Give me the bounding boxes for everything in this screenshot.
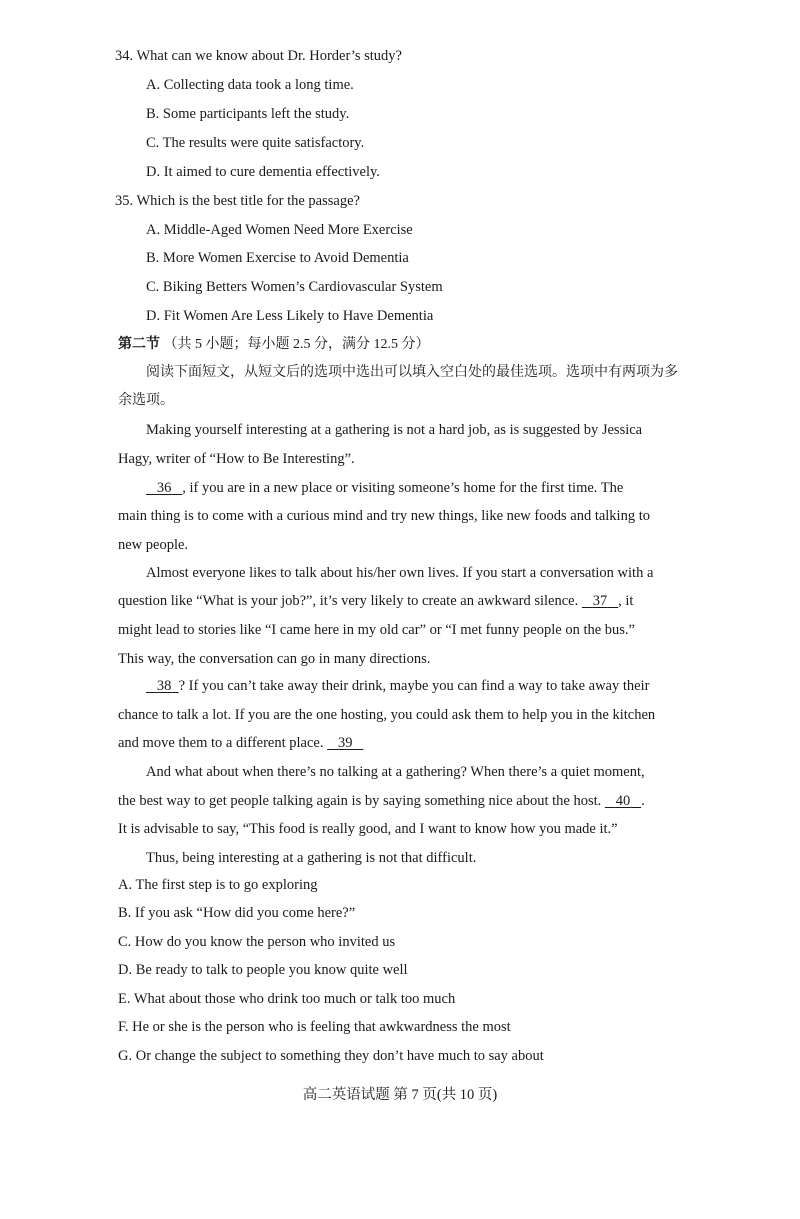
passage-p2-line1: 36 , if you are in a new place or visiting someone’s home for the first time. The: [146, 479, 623, 497]
passage-p3-line1: Almost everyone likes to talk about his/her own lives. If you start a conversation with a: [146, 565, 654, 581]
page-footer: 高二英语试题 第 7 页(共 10 页): [302, 1087, 498, 1103]
passage-p6: Thus, being interesting at a gathering is not that difficult.: [146, 850, 477, 866]
passage-p5-line1: And what about when there’s no talking at a gathering? When there’s a quiet moment,: [146, 764, 645, 780]
passage-p4-line2: chance to talk a lot. If you are the one hosting, you could ask them to help you in the kitchen: [118, 707, 656, 723]
question-34-option-b: B. Some participants left the study.: [146, 106, 350, 122]
choice-c: C. How do you know the person who invited us: [118, 934, 396, 950]
section-heading: [118, 335, 430, 354]
blank-38: 38: [156, 678, 172, 694]
section-instruction-line2: 余选项。: [118, 393, 174, 408]
passage-p3-line4: This way, the conversation can go in many directions.: [118, 651, 431, 667]
choice-a: A. The first step is to go exploring: [118, 877, 318, 893]
blank-40: 40: [615, 793, 631, 809]
blank-37: 37: [592, 593, 608, 609]
question-35-option-a: A. Middle-Aged Women Need More Exercise: [146, 222, 413, 238]
section-title: 第二节: [118, 336, 160, 352]
section-scoring: （共 5 小题；每小题 2.5 分，满分 12.5 分）: [163, 337, 430, 352]
passage-p5-line2: the best way to get people talking again is by saying something nice about the host. 40 .: [118, 793, 645, 809]
section-instruction-line1: 阅读下面短文，从短文后的选项中选出可以填入空白处的最佳选项。选项中有两项为多: [146, 365, 678, 380]
choice-g: G. Or change the subject to something they don’t have much to say about: [118, 1048, 544, 1064]
passage-p4-line3: and move them to a different place. 39: [118, 734, 363, 752]
passage-p3-line2: question like “What is your job?”, it’s very likely to create an awkward silence. 37 , it: [118, 593, 634, 609]
passage-p2-line3: new people.: [118, 537, 189, 553]
question-34-stem: 34. What can we know about Dr. Horder’s study?: [115, 48, 402, 64]
passage-p1-line1: Making yourself interesting at a gathering is not a hard job, as is suggested by Jessica: [146, 422, 643, 438]
question-35-stem: 35. Which is the best title for the passage?: [115, 193, 360, 209]
question-35-option-b: B. More Women Exercise to Avoid Dementia: [146, 250, 409, 266]
choice-b: B. If you ask “How did you come here?”: [118, 905, 356, 921]
choice-f: F. He or she is the person who is feeling that awkwardness the most: [118, 1019, 511, 1035]
question-34-option-a: A. Collecting data took a long time.: [146, 77, 354, 93]
passage-p2-line2: main thing is to come with a curious mind and try new things, like new foods and talking to: [118, 508, 650, 524]
choice-e: E. What about those who drink too much or talk too much: [118, 991, 456, 1007]
question-35-option-c: C. Biking Betters Women’s Cardiovascular System: [146, 279, 443, 295]
choice-d: D. Be ready to talk to people you know quite well: [118, 962, 408, 978]
question-34-option-d: D. It aimed to cure dementia effectively.: [146, 164, 380, 180]
passage-p4-line1: 38 ? If you can’t take away their drink, maybe you can find a way to take away their: [146, 677, 649, 695]
passage-p1-line2: Hagy, writer of “How to Be Interesting”.: [118, 451, 355, 467]
passage-p5-line3: It is advisable to say, “This food is really good, and I want to know how you made it.”: [118, 821, 618, 837]
question-35-option-d: D. Fit Women Are Less Likely to Have Dementia: [146, 308, 434, 324]
blank-39: 39: [337, 735, 353, 751]
blank-36: 36: [156, 480, 172, 496]
passage-p3-line3: might lead to stories like “I came here in my old car” or “I met funny people on the bus.”: [118, 622, 635, 638]
question-34-option-c: C. The results were quite satisfactory.: [146, 135, 365, 151]
